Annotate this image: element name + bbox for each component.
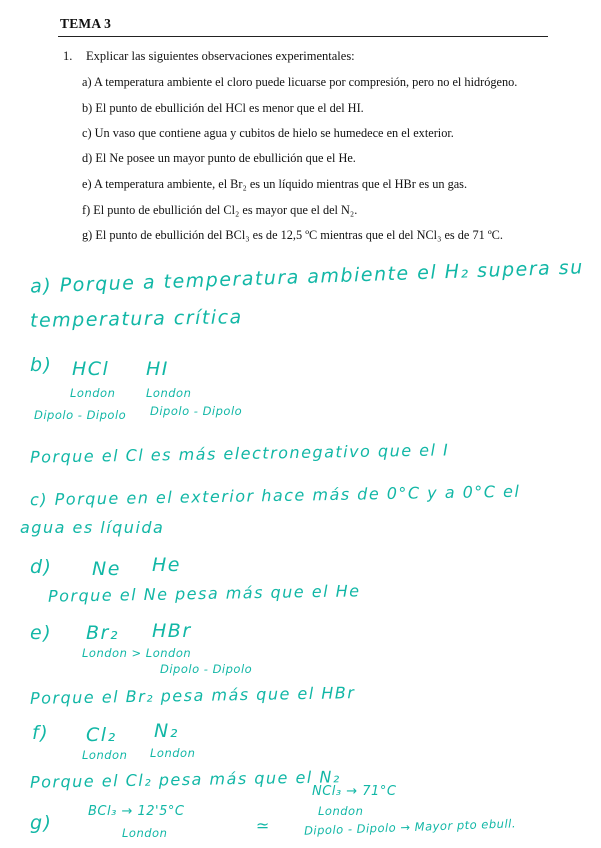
item-f: f) El punto de ebullición del Cl₂ es mayor que el del N₂. [82,203,358,217]
answer-b-london-2: London [146,386,192,400]
answer-b-dipolo-2: Dipolo - Dipolo [150,404,243,418]
answer-f-label: f) [32,722,50,744]
page-title: TEMA 3 [60,16,112,31]
answer-a-line2: temperatura crítica [29,306,243,332]
answer-f-n2: N₂ [154,720,179,742]
answer-e-london: London > London [82,646,192,660]
answer-f-london-1: London [82,748,128,762]
answer-f-cl2: Cl₂ [86,724,117,746]
answer-d-he: He [152,554,181,576]
answer-g-approx: ≃ [256,816,271,835]
answer-b-london-1: London [70,386,116,400]
answer-c-line1: c) Porque en el exterior hace más de 0°C y a 0°C el [29,481,521,510]
answer-g-london-1: London [122,826,168,840]
answer-b-hcl: HCl [72,358,110,380]
title-divider [58,36,548,37]
answer-g-ncl3: NCl₃ → 71°C [312,784,397,799]
answer-e-br2: Br₂ [86,622,119,644]
item-g: g) El punto de ebullición del BCl₃ es de 12,5 ºC mientras que el del NCl₃ es de 71 ºC. [82,228,503,242]
item-c: c) Un vaso que contiene agua y cubitos de hielo se humedece en el exterior. [82,126,454,140]
answer-e-label: e) [30,622,53,644]
answer-g-london-2: London [318,804,364,818]
item-d: d) El Ne posee un mayor punto de ebullición que el He. [82,151,356,165]
question-number: 1. [63,49,73,63]
answer-b-text: Porque el Cl es más electronegativo que el I [29,440,450,467]
item-a: a) A temperatura ambiente el cloro puede licuarse por compresión, pero no el hidrógeno. [82,75,518,89]
answer-e-hbr: HBr [152,620,192,642]
answer-b-hi: HI [146,358,169,380]
answer-d-ne: Ne [92,558,121,580]
item-e: e) A temperatura ambiente, el Br₂ es un líquido mientras que el HBr es un gas. [82,177,468,191]
answer-a-line1: a) Porque a temperatura ambiente el H₂ supera su [29,256,585,298]
printed-exercise [0,0,601,248]
handwritten-answers [0,248,601,848]
answer-e-dipolo: Dipolo - Dipolo [160,662,253,676]
answer-b-dipolo-1: Dipolo - Dipolo [34,408,127,422]
answer-g-bcl3: BCl₃ → 12'5°C [88,804,185,819]
answer-d-text: Porque el Ne pesa más que el He [47,581,361,606]
answer-d-label: d) [30,556,53,578]
item-b: b) El punto de ebullición del HCl es menor que el del HI. [82,101,364,115]
question-text: Explicar las siguientes observaciones experimentales: [86,49,355,63]
answer-f-london-2: London [150,746,196,760]
answer-f-text: Porque el Cl₂ pesa más que el N₂ [29,767,341,792]
answer-g-dipolo: Dipolo - Dipolo → Mayor pto ebull. [303,816,517,838]
answer-e-text: Porque el Br₂ pesa más que el HBr [29,683,356,708]
answer-g-label: g) [30,812,53,834]
answer-c-line2: agua es líquida [20,518,165,537]
answer-b-label: b) [30,354,53,376]
